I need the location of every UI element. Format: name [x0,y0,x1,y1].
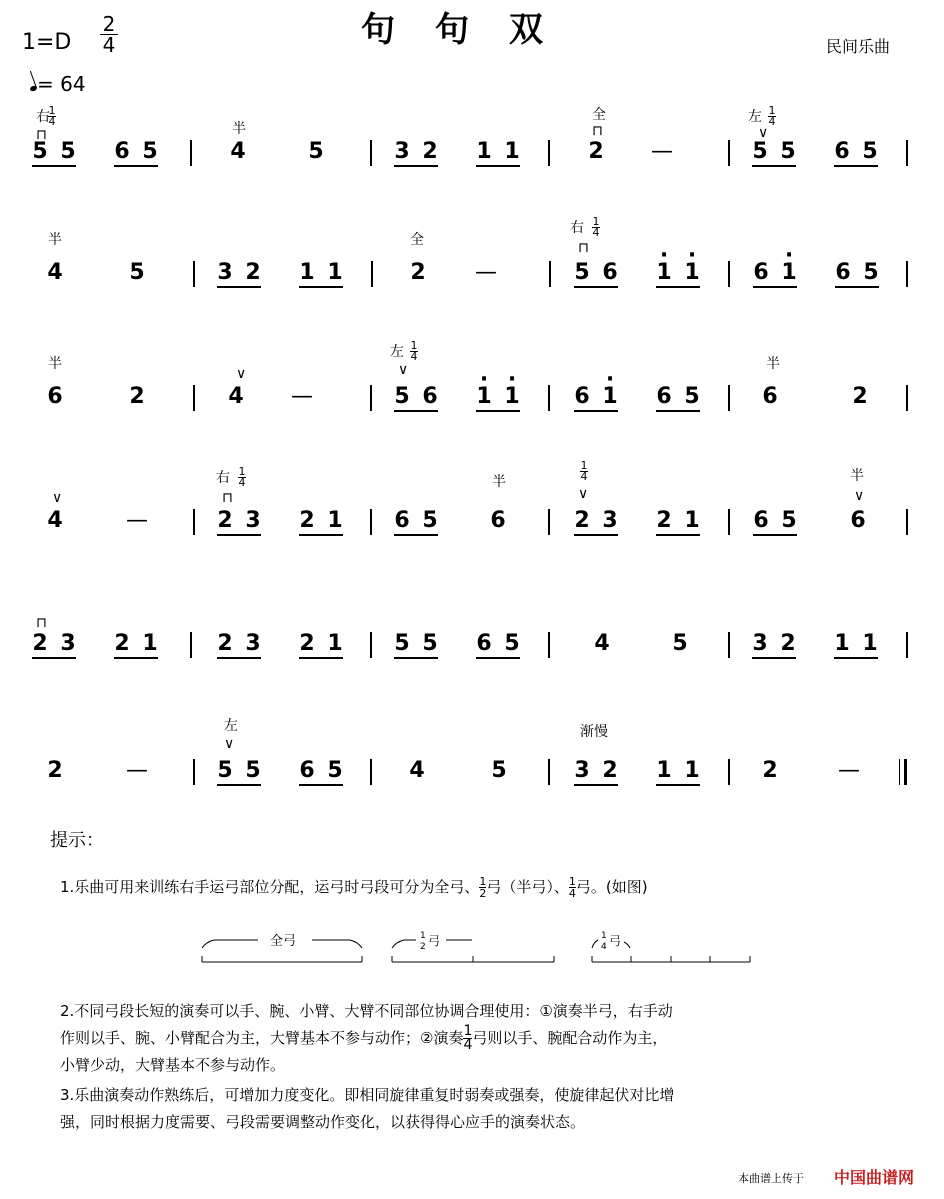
note: 5 [422,631,438,656]
tip-paragraph-1 [60,874,900,901]
up-bow-icon: ∨ [578,486,589,502]
note: 2 [656,508,672,533]
note: 2 [852,384,868,409]
note: 3 [602,508,618,533]
note: · 1 [652,261,676,285]
barline [728,509,730,535]
note: 5 [129,260,145,285]
note: 1 [327,631,343,656]
eighth-underline [476,410,520,412]
eighth-underline [656,410,700,412]
note: 5 [394,384,410,409]
eighth-underline [656,784,700,786]
footer-text: 本曲谱上传于 [738,1172,804,1185]
note: 5 [60,139,76,164]
note: 4 [47,508,63,533]
note: 5 [684,384,700,409]
note: 2 [47,758,63,783]
barline [370,509,372,535]
quarter-bow-fraction: $\frac{1}{4}$ [410,339,418,363]
svg-text:1: 1 [420,931,426,941]
tip-paragraph-2 [60,998,900,1079]
note: 1 [299,260,315,285]
barline [728,261,730,287]
barline [370,385,372,411]
half-bow-marking: 半 [492,474,506,490]
note: 5 [142,139,158,164]
ritardando-marking: 渐慢 [580,724,608,740]
note: · 1 [680,261,704,285]
barline [906,632,908,658]
note: 2 [780,631,796,656]
down-bow-icon: ⊓ [36,615,47,631]
eighth-underline [834,657,878,659]
half-bow-marking: 半 [48,356,62,372]
tempo-marking [30,72,86,96]
eighth-underline [476,165,520,167]
note: 5 [394,631,410,656]
note: 1 [504,139,520,164]
barline [906,509,908,535]
key-signature: 1=D [22,30,72,55]
site-logo: 中国曲谱网 [834,1168,915,1187]
eighth-underline [753,534,797,536]
bow-position-right: 右 [36,109,50,125]
note: 1 [142,631,158,656]
barline [548,759,550,785]
note: 1 [327,260,343,285]
note: 1 [862,631,878,656]
barline [193,385,195,411]
barline [728,385,730,411]
tip2-fraction-quarter: $\frac{1}{4}$ [463,1023,473,1053]
quarter-bow-fraction: $\frac{1}{4}$ [592,215,600,239]
note: 4 [409,758,425,783]
note: 3 [60,631,76,656]
note: 1 [327,508,343,533]
note: 6 [753,260,769,285]
svg-text:4: 4 [601,942,607,952]
eighth-underline [32,165,76,167]
up-bow-icon: ∨ [398,362,409,378]
eighth-underline [835,286,879,288]
eighth-underline [834,165,878,167]
eighth-underline [394,165,438,167]
half-bow-marking: 半 [766,356,780,372]
barline [193,509,195,535]
eighth-underline [394,534,438,536]
bow-position-left: 左 [224,718,238,734]
note: 6 [47,384,63,409]
note: 1 [684,758,700,783]
diagram-half-label: 弓 [428,934,441,948]
note: 2 [588,139,604,164]
time-numerator: 2 [100,14,118,35]
barline [371,261,373,287]
note: · 1 [598,385,622,409]
eighth-underline [574,784,618,786]
eighth-underline [753,286,797,288]
down-bow-icon: ⊓ [592,123,603,139]
barline [190,140,192,166]
up-bow-icon: ∨ [854,488,865,504]
note: 6 [114,139,130,164]
eighth-underline [299,784,343,786]
note: 2 [299,508,315,533]
note: 5 [327,758,343,783]
barline [728,759,730,785]
up-bow-icon: ∨ [758,125,769,141]
note: 6 [762,384,778,409]
barline [728,632,730,658]
note: 2 [245,260,261,285]
tip3-line-1: 3.乐曲演奏动作熟练后，可增加力度变化。即相同旋律重复时弱奏或强奏，使旋律起伏对比增 [60,1086,675,1104]
tip1-fraction-quarter: $\frac{1}{4}$ [568,875,576,900]
note: 2 [129,384,145,409]
note: 2 [410,260,426,285]
eighth-underline [394,410,438,412]
note: 5 [422,508,438,533]
note: 2 [602,758,618,783]
note: 6 [422,384,438,409]
note: 2 [762,758,778,783]
page-title: 句句双 [361,10,583,50]
note: 2 [574,508,590,533]
note: 5 [491,758,507,783]
barline [548,509,550,535]
tip1-text-c: 弓。(如图) [575,878,648,896]
eighth-underline [394,657,438,659]
eighth-underline [656,286,700,288]
barline [190,632,192,658]
note: 4 [594,631,610,656]
diagram-full-label: 全弓 [270,934,297,949]
hold-dash: — [475,260,497,285]
barline [906,261,908,287]
eighth-underline [32,657,76,659]
tip2-line-1: 2.不同弓段长短的演奏可以手、腕、小臂、大臂不同部位协调合理使用：①演奏半弓，右手动 [60,1002,673,1020]
barline [548,632,550,658]
quarter-bow-fraction: $\frac{1}{4}$ [48,104,56,128]
eighth-underline [574,534,618,536]
note: 6 [490,508,506,533]
note: 5 [504,631,520,656]
note: 2 [217,631,233,656]
note: 5 [672,631,688,656]
down-bow-icon: ⊓ [578,240,589,256]
note: 6 [753,508,769,533]
final-barline-thin [899,759,900,785]
up-bow-icon: ∨ [52,490,63,506]
note: 4 [47,260,63,285]
note: 3 [394,139,410,164]
eighth-underline [217,784,261,786]
note: · 1 [500,385,524,409]
note: 2 [299,631,315,656]
eighth-underline [656,534,700,536]
eighth-underline [752,165,796,167]
eighth-underline [574,286,618,288]
tempo-value: = 64 [37,72,86,96]
eighth-underline [114,165,158,167]
note: 6 [602,260,618,285]
tips-heading: 提示： [50,830,104,851]
hold-dash: — [651,139,673,164]
eighth-underline [217,657,261,659]
bow-position-right: 右 [570,220,584,236]
final-barline [904,759,907,785]
down-bow-icon: ⊓ [222,490,233,506]
quarter-bow-fraction: $\frac{1}{4}$ [768,104,776,128]
down-bow-icon: ⊓ [36,127,47,143]
eighth-underline [476,657,520,659]
note: 6 [299,758,315,783]
note: 2 [114,631,130,656]
barline [193,759,195,785]
note: 6 [476,631,492,656]
bow-segment-diagram [200,928,760,972]
tip3-line-2: 强，同时根据力度需要、弓段需要调整动作变化，以获得得心应手的演奏状态。 [60,1113,586,1131]
barline [370,632,372,658]
eighth-underline [299,534,343,536]
eighth-underline [217,286,261,288]
eighth-underline [752,657,796,659]
note: 3 [752,631,768,656]
time-denominator: 4 [102,33,116,57]
note: 5 [32,139,48,164]
note: 6 [394,508,410,533]
half-bow-marking: 半 [48,232,62,248]
tip-paragraph-3 [60,1082,900,1136]
bow-position-left: 左 [390,344,404,360]
note: 5 [780,139,796,164]
note: 1 [476,139,492,164]
up-bow-icon: ∨ [224,736,235,752]
note: 5 [752,139,768,164]
bow-position-right: 右 [216,470,230,486]
note: 3 [217,260,233,285]
half-bow-marking: 半 [232,121,246,137]
barline [193,261,195,287]
barline [548,385,550,411]
full-bow-marking: 全 [592,107,606,123]
note: 5 [781,508,797,533]
note: 4 [228,384,244,409]
note: 5 [217,758,233,783]
note: 4 [230,139,246,164]
time-signature [100,14,118,55]
note: 2 [422,139,438,164]
note: 6 [656,384,672,409]
barline [549,261,551,287]
note: 5 [245,758,261,783]
up-bow-icon: ∨ [236,366,247,382]
eighth-underline [574,410,618,412]
hold-dash: — [291,384,313,409]
hold-dash: — [126,508,148,533]
note: 1 [684,508,700,533]
note: 2 [217,508,233,533]
barline [548,140,550,166]
tip2-line-2: 作则以手、腕、小臂配合为主，大臂基本不参与动作；②演奏 $\frac{1}{4}$ 弓则以手、腕配合动作为主， [60,1023,668,1053]
tip1-text-b: 弓（半弓）、 [486,878,569,896]
bow-position-left: 左 [748,109,762,125]
full-bow-marking: 全 [410,232,424,248]
note: 5 [862,139,878,164]
note: 6 [835,260,851,285]
note: 5 [863,260,879,285]
barline [906,385,908,411]
tip2-line-3: 小臂少动，大臂基本不参与动作。 [60,1056,286,1074]
eighth-underline [299,286,343,288]
diagram-quarter-label: 弓 [609,934,622,948]
svg-text:1: 1 [601,931,607,941]
svg-text:2: 2 [420,942,426,952]
note: 6 [850,508,866,533]
eighth-underline [114,657,158,659]
barline [906,140,908,166]
note: 3 [245,508,261,533]
eighth-underline [299,657,343,659]
note: 1 [834,631,850,656]
tip1-text-a: 1.乐曲可用来训练右手运弓部位分配，运弓时弓段可分为全弓、 [60,878,480,896]
tip1-fraction-half: $\frac{1}{2}$ [479,875,487,900]
composer-label: 民间乐曲 [826,37,891,56]
hold-dash: — [838,758,860,783]
note: 3 [574,758,590,783]
note: 3 [245,631,261,656]
note: 5 [308,139,324,164]
barline [370,759,372,785]
quarter-bow-fraction: $\frac{1}{4}$ [238,465,246,489]
note: 6 [834,139,850,164]
hold-dash: — [126,758,148,783]
barline [370,140,372,166]
note: 6 [574,384,590,409]
note: · 1 [472,385,496,409]
half-bow-marking: 半 [850,468,864,484]
note: 5 [574,260,590,285]
barline [728,140,730,166]
note: 2 [32,631,48,656]
quarter-bow-fraction: $\frac{1}{4}$ [580,459,588,483]
eighth-underline [217,534,261,536]
note: 1 [656,758,672,783]
note: · 1 [777,261,801,285]
